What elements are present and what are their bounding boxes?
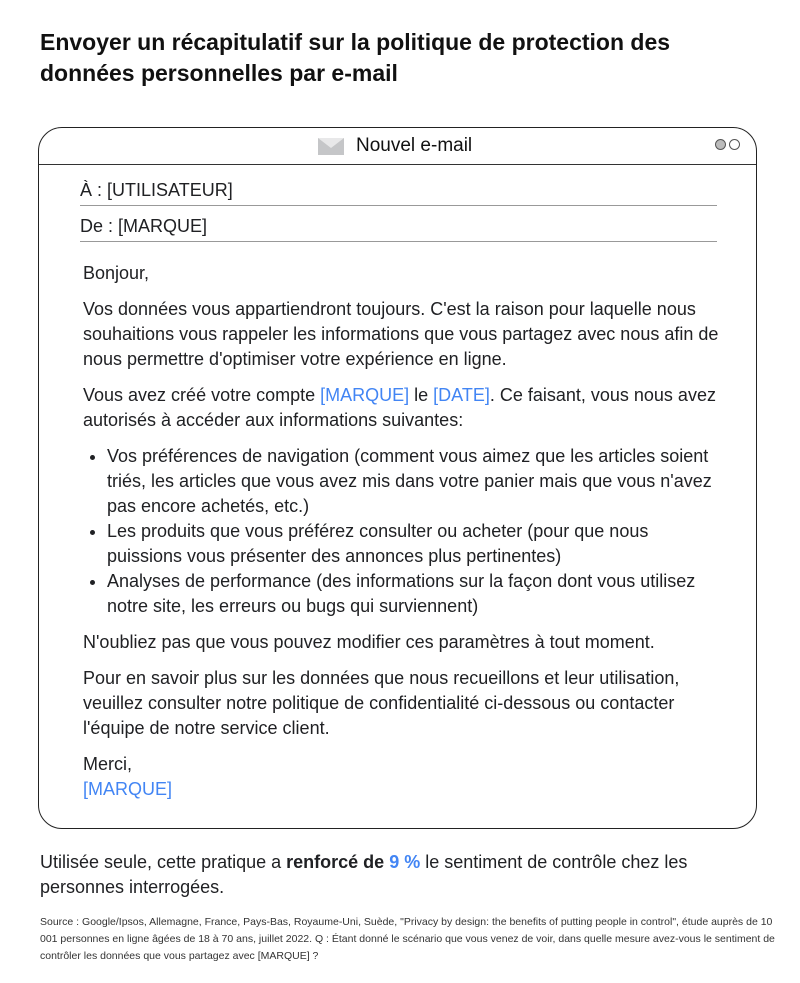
date-placeholder: [DATE] [433,385,490,405]
window-title: Nouvel e-mail [356,135,473,156]
paragraph-2 [83,383,723,433]
window-controls [715,139,740,150]
paragraph-1: Vos données vous appartiendront toujours. C'est la raison pour laquelle nous souhaitions vous rappeler les informations que vous partagez avec nous afin de nous permettre d'optimiser votre expérience en ligne. [83,299,719,369]
to-field[interactable]: À : [UTILISATEUR] [80,180,717,206]
window-control-dot-filled[interactable] [715,139,726,150]
text: le sentiment de contrôle chez les personnes interrogées. [40,852,688,897]
paragraph-4: Pour en savoir plus sur les données que nous recueillons et leur utilisation, veuillez consulter notre politique de confidentialité ci-dessous ou contacter l'équipe de notre service client. [83,668,680,738]
text-bold: renforcé de [286,852,390,872]
closing [83,752,723,802]
text: Utilisée seule, cette pratique a [40,852,287,872]
page-title: Envoyer un récapitulatif sur la politique de protection des données personnelles par e-mail [40,29,671,86]
from-field[interactable]: De : [MARQUE] [80,216,717,242]
window-control-dot[interactable] [729,139,740,150]
window-title-bar [39,128,756,165]
percentage: 9 % [389,852,421,872]
paragraph-3: N'oubliez pas que vous pouvez modifier ces paramètres à tout moment. [83,632,655,652]
list-item: • Vos préférences de navigation (comment vous aimez que les articles soient triés, les articles que vous avez mis dans votre panier mais que vous n'avez pas encore achetés, etc.) [107,444,723,519]
text: le [409,385,434,405]
result-statement [40,850,760,900]
source-note: Source : Google/Ipsos, Allemagne, France, Pays-Bas, Royaume-Uni, Suède, "Privacy by design: the benefits of putting people in control", étude auprès de 10 001 personnes en ligne âgées de 18 à 70 ans, juillet 2022. Q : Étant donné le scénario que vous venez de voir, dans quelle mesure avez-vous le sentiment de contrôler les données que vous partagez avec [MARQUE] ? [40,916,775,962]
text: Vous avez créé votre compte [83,385,321,405]
thanks: Merci, [83,754,132,774]
permissions-list [83,444,723,619]
email-window [38,127,757,829]
greeting: Bonjour, [83,263,150,283]
brand-placeholder: [MARQUE] [320,385,410,405]
signature: [MARQUE] [83,779,173,799]
email-body [83,261,723,802]
list-item: • Analyses de performance (des informations sur la façon dont vous utilisez notre site, les erreurs ou bugs qui surviennent) [107,569,723,619]
envelope-icon [318,138,344,155]
list-item: • Les produits que vous préférez consulter ou acheter (pour que nous puissions vous présenter des annonces plus pertinentes) [107,519,723,569]
text: . Ce faisant, vous nous avez autorisés à accéder aux informations suivantes: [83,385,716,430]
